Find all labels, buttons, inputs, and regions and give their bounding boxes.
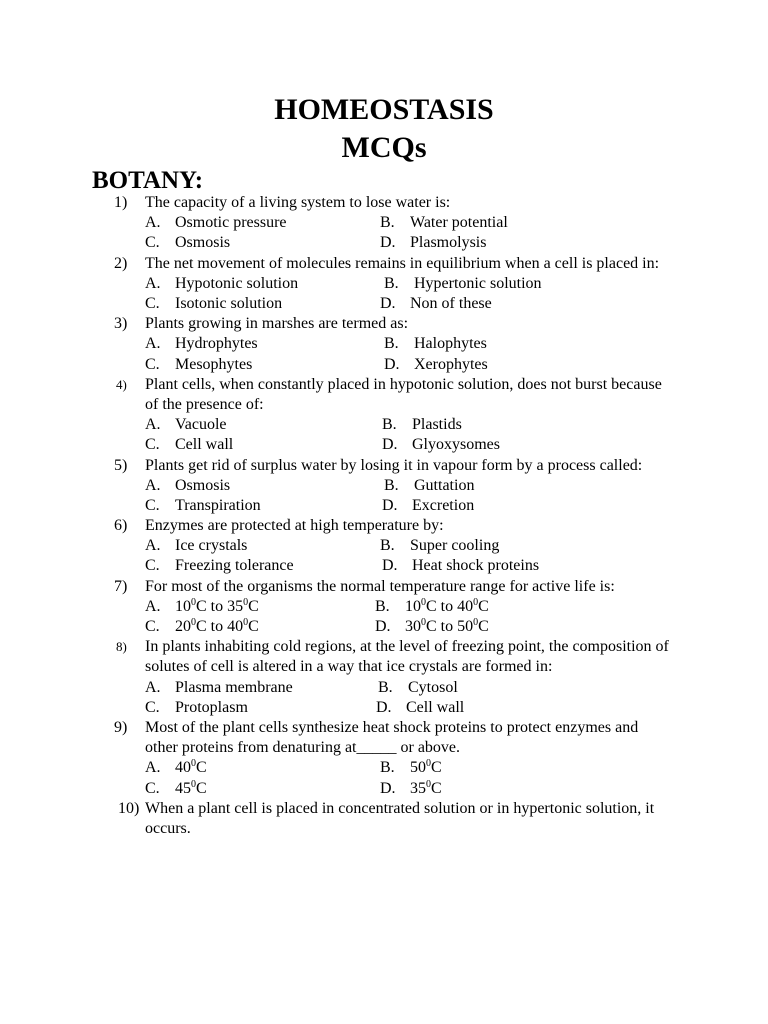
option-value: C to 50 [426, 618, 474, 636]
option-letter: D. [380, 234, 396, 252]
option-letter: D. [380, 294, 396, 312]
option-row [0, 597, 768, 617]
option-letter: A. [145, 274, 161, 292]
option-row [0, 758, 768, 778]
option-text: Isotonic solution [175, 294, 283, 312]
option-unit: C [248, 597, 259, 615]
option-d [382, 556, 539, 576]
question-text: Enzymes are protected at high temperature by: [145, 517, 444, 535]
option-letter: A. [145, 597, 161, 615]
option-c [145, 294, 282, 314]
option-letter: C. [145, 698, 160, 716]
option-d [376, 698, 464, 718]
question-text: Plants growing in marshes are termed as: [145, 315, 409, 333]
option-row [0, 213, 768, 233]
question-list [0, 193, 768, 839]
option-letter: D. [380, 779, 396, 797]
option-letter: C. [145, 496, 160, 514]
degree-mark: 0 [243, 596, 249, 608]
option-letter: A. [145, 476, 161, 494]
option-value: C to 40 [196, 618, 244, 636]
option-value: C to 35 [196, 597, 244, 615]
degree-mark: 0 [191, 758, 196, 770]
option-letter: D. [382, 557, 398, 575]
option-letter: D. [376, 698, 392, 716]
option-c [145, 556, 294, 576]
option-letter: C. [145, 355, 160, 373]
option-text: Transpiration [175, 496, 261, 514]
question-text: The capacity of a living system to lose water is: [145, 194, 451, 211]
option-letter: B. [380, 537, 395, 555]
option-b [380, 758, 442, 778]
degree-mark: 0 [426, 778, 431, 790]
option-text: Cell wall [175, 436, 234, 454]
option-text: Heat shock proteins [412, 557, 540, 575]
option-letter: B. [380, 759, 395, 777]
option-text: Halophytes [414, 335, 487, 353]
option-letter: A. [145, 678, 161, 696]
option-b [380, 536, 499, 556]
option-letter: B. [384, 476, 399, 494]
option-value: 10 [405, 597, 421, 615]
option-text: Hydrophytes [175, 335, 258, 353]
option-letter: D. [382, 436, 398, 454]
option-row [0, 496, 768, 516]
option-value: 35 [410, 779, 426, 797]
option-d [375, 617, 489, 637]
degree-mark: 0 [421, 617, 426, 629]
option-unit: C [478, 618, 489, 636]
degree-mark: 0 [191, 617, 196, 629]
option-row [0, 476, 768, 496]
option-letter: B. [382, 416, 397, 434]
option-text: Super cooling [410, 537, 500, 555]
question-item [0, 718, 768, 799]
question-number: 2) [114, 254, 128, 272]
option-text: Osmosis [175, 234, 231, 252]
option-row [0, 779, 768, 799]
option-row [0, 698, 768, 718]
option-letter: C. [145, 779, 160, 797]
option-letter: B. [384, 335, 399, 353]
option-unit: C [431, 759, 442, 777]
question-number: 3) [114, 315, 128, 333]
question-text: The net movement of molecules remains in equilibrium when a cell is placed in: [145, 254, 660, 272]
option-d [382, 435, 500, 455]
option-c [145, 496, 261, 516]
document-subtitle: MCQs [341, 131, 427, 164]
option-value: 50 [410, 759, 426, 777]
option-text: Xerophytes [414, 355, 488, 373]
option-value: 45 [175, 779, 191, 797]
option-text: Osmotic pressure [175, 214, 287, 232]
option-letter: B. [384, 274, 399, 292]
option-letter: B. [380, 214, 395, 232]
option-letter: D. [382, 496, 398, 514]
option-letter: C. [145, 436, 160, 454]
option-row [0, 556, 768, 576]
question-item [0, 375, 768, 456]
question-item [0, 254, 768, 315]
option-text: Protoplasm [175, 698, 248, 716]
question-item [0, 456, 768, 517]
option-row [0, 415, 768, 435]
option-a [145, 415, 227, 435]
option-text: Plastids [412, 416, 462, 434]
option-letter: A. [145, 416, 161, 434]
question-text: Plant cells, when constantly placed in hypotonic solution, does not burst because of the presence of: [145, 375, 662, 413]
option-d [382, 496, 474, 516]
option-a [145, 334, 258, 354]
option-letter: D. [384, 355, 400, 373]
option-text: Osmosis [175, 476, 231, 494]
question-item [0, 193, 768, 254]
option-value: 10 [175, 597, 191, 615]
option-row [0, 536, 768, 556]
option-d [384, 355, 488, 375]
question-number: 9) [114, 719, 128, 737]
option-letter: D. [375, 618, 391, 636]
option-letter: C. [145, 557, 160, 575]
option-row [0, 233, 768, 253]
degree-mark: 0 [421, 596, 426, 608]
question-text: For most of the organisms the normal temperature range for active life is: [145, 577, 615, 595]
degree-mark: 0 [191, 596, 196, 608]
option-text: Mesophytes [175, 355, 253, 373]
option-row [0, 435, 768, 455]
option-letter: C. [145, 294, 160, 312]
option-d [380, 779, 442, 799]
option-a [145, 213, 287, 233]
option-letter: C. [145, 234, 160, 252]
option-text: Water potential [410, 214, 508, 232]
option-unit: C [196, 779, 207, 797]
option-b [375, 597, 489, 617]
option-d [380, 294, 492, 314]
option-c [145, 435, 233, 455]
question-text: When a plant cell is placed in concentrated solution or in hypertonic solution, it occurs. [145, 799, 655, 838]
option-c [145, 617, 259, 637]
question-text: In plants inhabiting cold regions, at the level of freezing point, the composition of solutes of cell is altered in a way that ice crystals are formed in: [145, 638, 669, 676]
option-c [145, 233, 230, 253]
option-a [145, 274, 298, 294]
option-text: Ice crystals [175, 537, 248, 555]
option-text: Vacuole [175, 416, 227, 434]
option-row [0, 274, 768, 294]
option-text: Plasmolysis [410, 234, 487, 252]
option-row [0, 334, 768, 354]
option-b [384, 334, 487, 354]
option-row [0, 294, 768, 314]
option-row [0, 678, 768, 698]
question-number: 5) [114, 456, 128, 474]
option-b [382, 415, 462, 435]
option-letter: A. [145, 214, 161, 232]
question-number: 1) [114, 194, 128, 211]
option-text: Glyoxysomes [412, 436, 500, 454]
option-d [380, 233, 486, 253]
option-a [145, 597, 259, 617]
question-item [0, 577, 768, 638]
option-text: Freezing tolerance [175, 557, 294, 575]
degree-mark: 0 [426, 758, 431, 770]
question-item [0, 516, 768, 577]
option-c [145, 355, 252, 375]
option-text: Non of these [410, 294, 492, 312]
question-number: 8) [116, 639, 127, 655]
option-a [145, 476, 230, 496]
option-letter: A. [145, 759, 161, 777]
section-heading: BOTANY: [92, 167, 204, 194]
degree-mark: 0 [243, 617, 249, 629]
question-item [0, 314, 768, 375]
option-letter: B. [378, 678, 393, 696]
question-number: 10) [118, 799, 140, 817]
option-text: Cell wall [406, 698, 465, 716]
question-text: Plants get rid of surplus water by losing it in vapour form by a process called: [145, 456, 643, 474]
option-row [0, 355, 768, 375]
option-c [145, 698, 248, 718]
option-letter: C. [145, 618, 160, 636]
option-text: Excretion [412, 496, 475, 514]
option-a [145, 536, 247, 556]
option-b [384, 476, 474, 496]
option-unit: C [478, 597, 489, 615]
option-unit: C [196, 759, 207, 777]
option-letter: B. [375, 597, 390, 615]
question-text: Most of the plant cells synthesize heat shock proteins to protect enzymes and other proteins from denaturing at_____ or above. [145, 719, 639, 757]
option-row [0, 617, 768, 637]
option-c [145, 779, 207, 799]
document-title: HOMEOSTASIS [274, 93, 494, 126]
option-text: Plasma membrane [175, 678, 293, 696]
option-unit: C [431, 779, 442, 797]
question-number: 7) [114, 577, 128, 595]
option-text: Hypotonic solution [175, 274, 299, 292]
option-b [380, 213, 508, 233]
option-text: Hypertonic solution [414, 274, 542, 292]
question-number: 6) [114, 517, 128, 535]
question-item [0, 799, 768, 839]
option-a [145, 678, 293, 698]
degree-mark: 0 [473, 596, 479, 608]
degree-mark: 0 [473, 617, 479, 629]
option-b [384, 274, 542, 294]
question-number: 4) [116, 376, 127, 392]
option-unit: C [248, 618, 259, 636]
option-b [378, 678, 458, 698]
degree-mark: 0 [191, 778, 196, 790]
option-value: 30 [405, 618, 421, 636]
option-value: 40 [175, 759, 191, 777]
option-a [145, 758, 207, 778]
option-letter: A. [145, 335, 161, 353]
option-value: 20 [175, 618, 191, 636]
option-letter: A. [145, 537, 161, 555]
option-text: Guttation [414, 476, 475, 494]
question-item [0, 637, 768, 718]
option-text: Cytosol [408, 678, 458, 696]
option-value: C to 40 [426, 597, 474, 615]
